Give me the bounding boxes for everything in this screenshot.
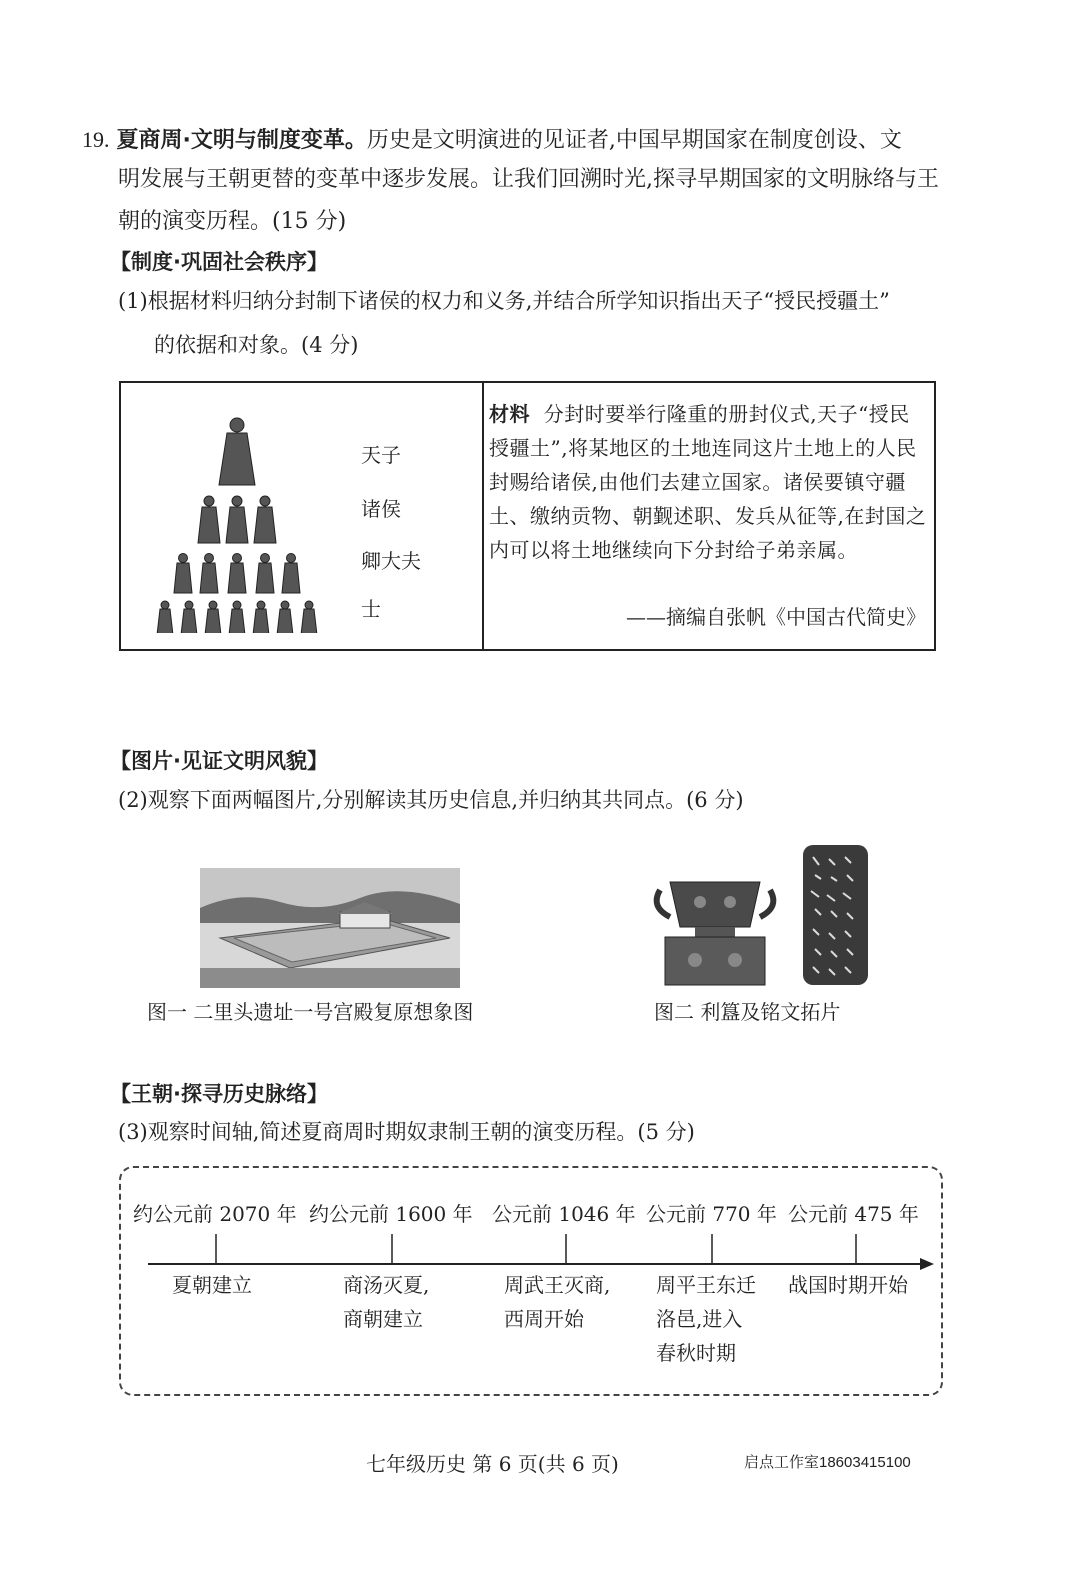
timeline-axis	[140, 1230, 940, 1270]
timeline-event-3	[504, 1268, 610, 1336]
caption-figure1: 图一 二里头遗址一号宫殿复原想象图	[147, 1000, 474, 1024]
timeline-date-3: 公元前 1046 年	[492, 1202, 636, 1226]
figure-qingdafu	[174, 554, 300, 594]
timeline-event-2	[343, 1268, 429, 1336]
section1-task-line1: (1)根据材料归纳分封制下诸侯的权力和义务,并结合所学知识指出天子“授民授疆土”	[118, 289, 890, 313]
question-intro	[82, 118, 962, 163]
timeline-date-5: 公元前 475 年	[788, 1202, 919, 1226]
question-intro-line1: 历史是文明演进的见证者,中国早期国家在制度创设、文	[366, 128, 902, 153]
timeline-event-1-line1: 夏朝建立	[172, 1273, 252, 1297]
question-intro-line3: 朝的演变历程。(15 分)	[118, 209, 347, 234]
timeline-event-4-line1: 周平王东迁	[656, 1273, 756, 1297]
timeline-event-4-line3: 春秋时期	[656, 1341, 736, 1365]
section3-heading: 【王朝·探寻历史脉络】	[110, 1082, 328, 1106]
page-footer: 七年级历史 第 6 页(共 6 页)	[366, 1452, 619, 1476]
timeline-event-2-line1: 商汤灭夏,	[343, 1273, 430, 1297]
timeline-event-4	[656, 1268, 756, 1370]
timeline-event-1	[172, 1268, 252, 1302]
li-gui-vessel-image	[650, 872, 780, 987]
studio-watermark: 启点工作室18603415100	[744, 1454, 911, 1471]
material-divider	[482, 383, 484, 649]
section1-heading: 【制度·巩固社会秩序】	[110, 250, 328, 274]
rank-label-zhuhou: 诸侯	[361, 497, 401, 521]
section1-task-line2: 的依据和对象。(4 分)	[154, 333, 359, 357]
timeline-event-3-line1: 周武王灭商,	[504, 1273, 611, 1297]
question-number: 19.	[82, 127, 110, 152]
section2-heading: 【图片·见证文明风貌】	[110, 749, 328, 773]
timeline-event-5	[788, 1268, 908, 1302]
timeline-event-3-line2: 西周开始	[504, 1307, 584, 1331]
figure-tianzi	[219, 418, 255, 485]
timeline-date-2: 约公元前 1600 年	[309, 1202, 473, 1226]
material-text	[489, 397, 929, 567]
material-label: 材料	[489, 402, 530, 426]
timeline-date-1: 约公元前 2070 年	[133, 1202, 297, 1226]
timeline-event-4-line2: 洛邑,进入	[656, 1307, 743, 1331]
material-source: ——摘编自张帆《中国古代简史》	[626, 605, 926, 629]
question-intro-line2: 明发展与王朝更替的变革中逐步发展。让我们回溯时光,探寻早期国家的文明脉络与王	[118, 167, 939, 192]
figure-zhuhou	[198, 496, 276, 543]
section2-task: (2)观察下面两幅图片,分别解读其历史信息,并归纳其共同点。(6 分)	[118, 788, 744, 812]
erlitou-palace-image	[200, 868, 460, 988]
timeline-event-2-line2: 商朝建立	[343, 1307, 423, 1331]
caption-figure2: 图二 利簋及铭文拓片	[654, 1000, 841, 1024]
inscription-rubbing-image	[803, 845, 868, 985]
timeline-event-5-line1: 战国时期开始	[788, 1273, 908, 1297]
timeline-date-4: 公元前 770 年	[646, 1202, 777, 1226]
rank-label-qingdafu: 卿大夫	[361, 549, 421, 573]
rank-label-tianzi: 天子	[361, 443, 401, 467]
figure-shi	[157, 601, 317, 633]
timeline-arrow-icon	[920, 1258, 934, 1270]
question-title: 夏商周·文明与制度变革。	[116, 128, 367, 153]
feudal-pyramid-figure	[151, 413, 351, 633]
rank-label-shi: 士	[361, 597, 381, 621]
material-body: 分封时要举行隆重的册封仪式,天子“授民授疆土”,将某地区的土地连同这片土地上的人民封赐给诸侯,由他们去建立国家。诸侯要镇守疆土、缴纳贡物、朝觐述职、发兵从征等,在封国之内可以将土地继续向下分封给子弟亲属。	[489, 402, 927, 562]
material-box	[119, 381, 936, 651]
section3-task: (3)观察时间轴,简述夏商周时期奴隶制王朝的演变历程。(5 分)	[118, 1120, 695, 1144]
